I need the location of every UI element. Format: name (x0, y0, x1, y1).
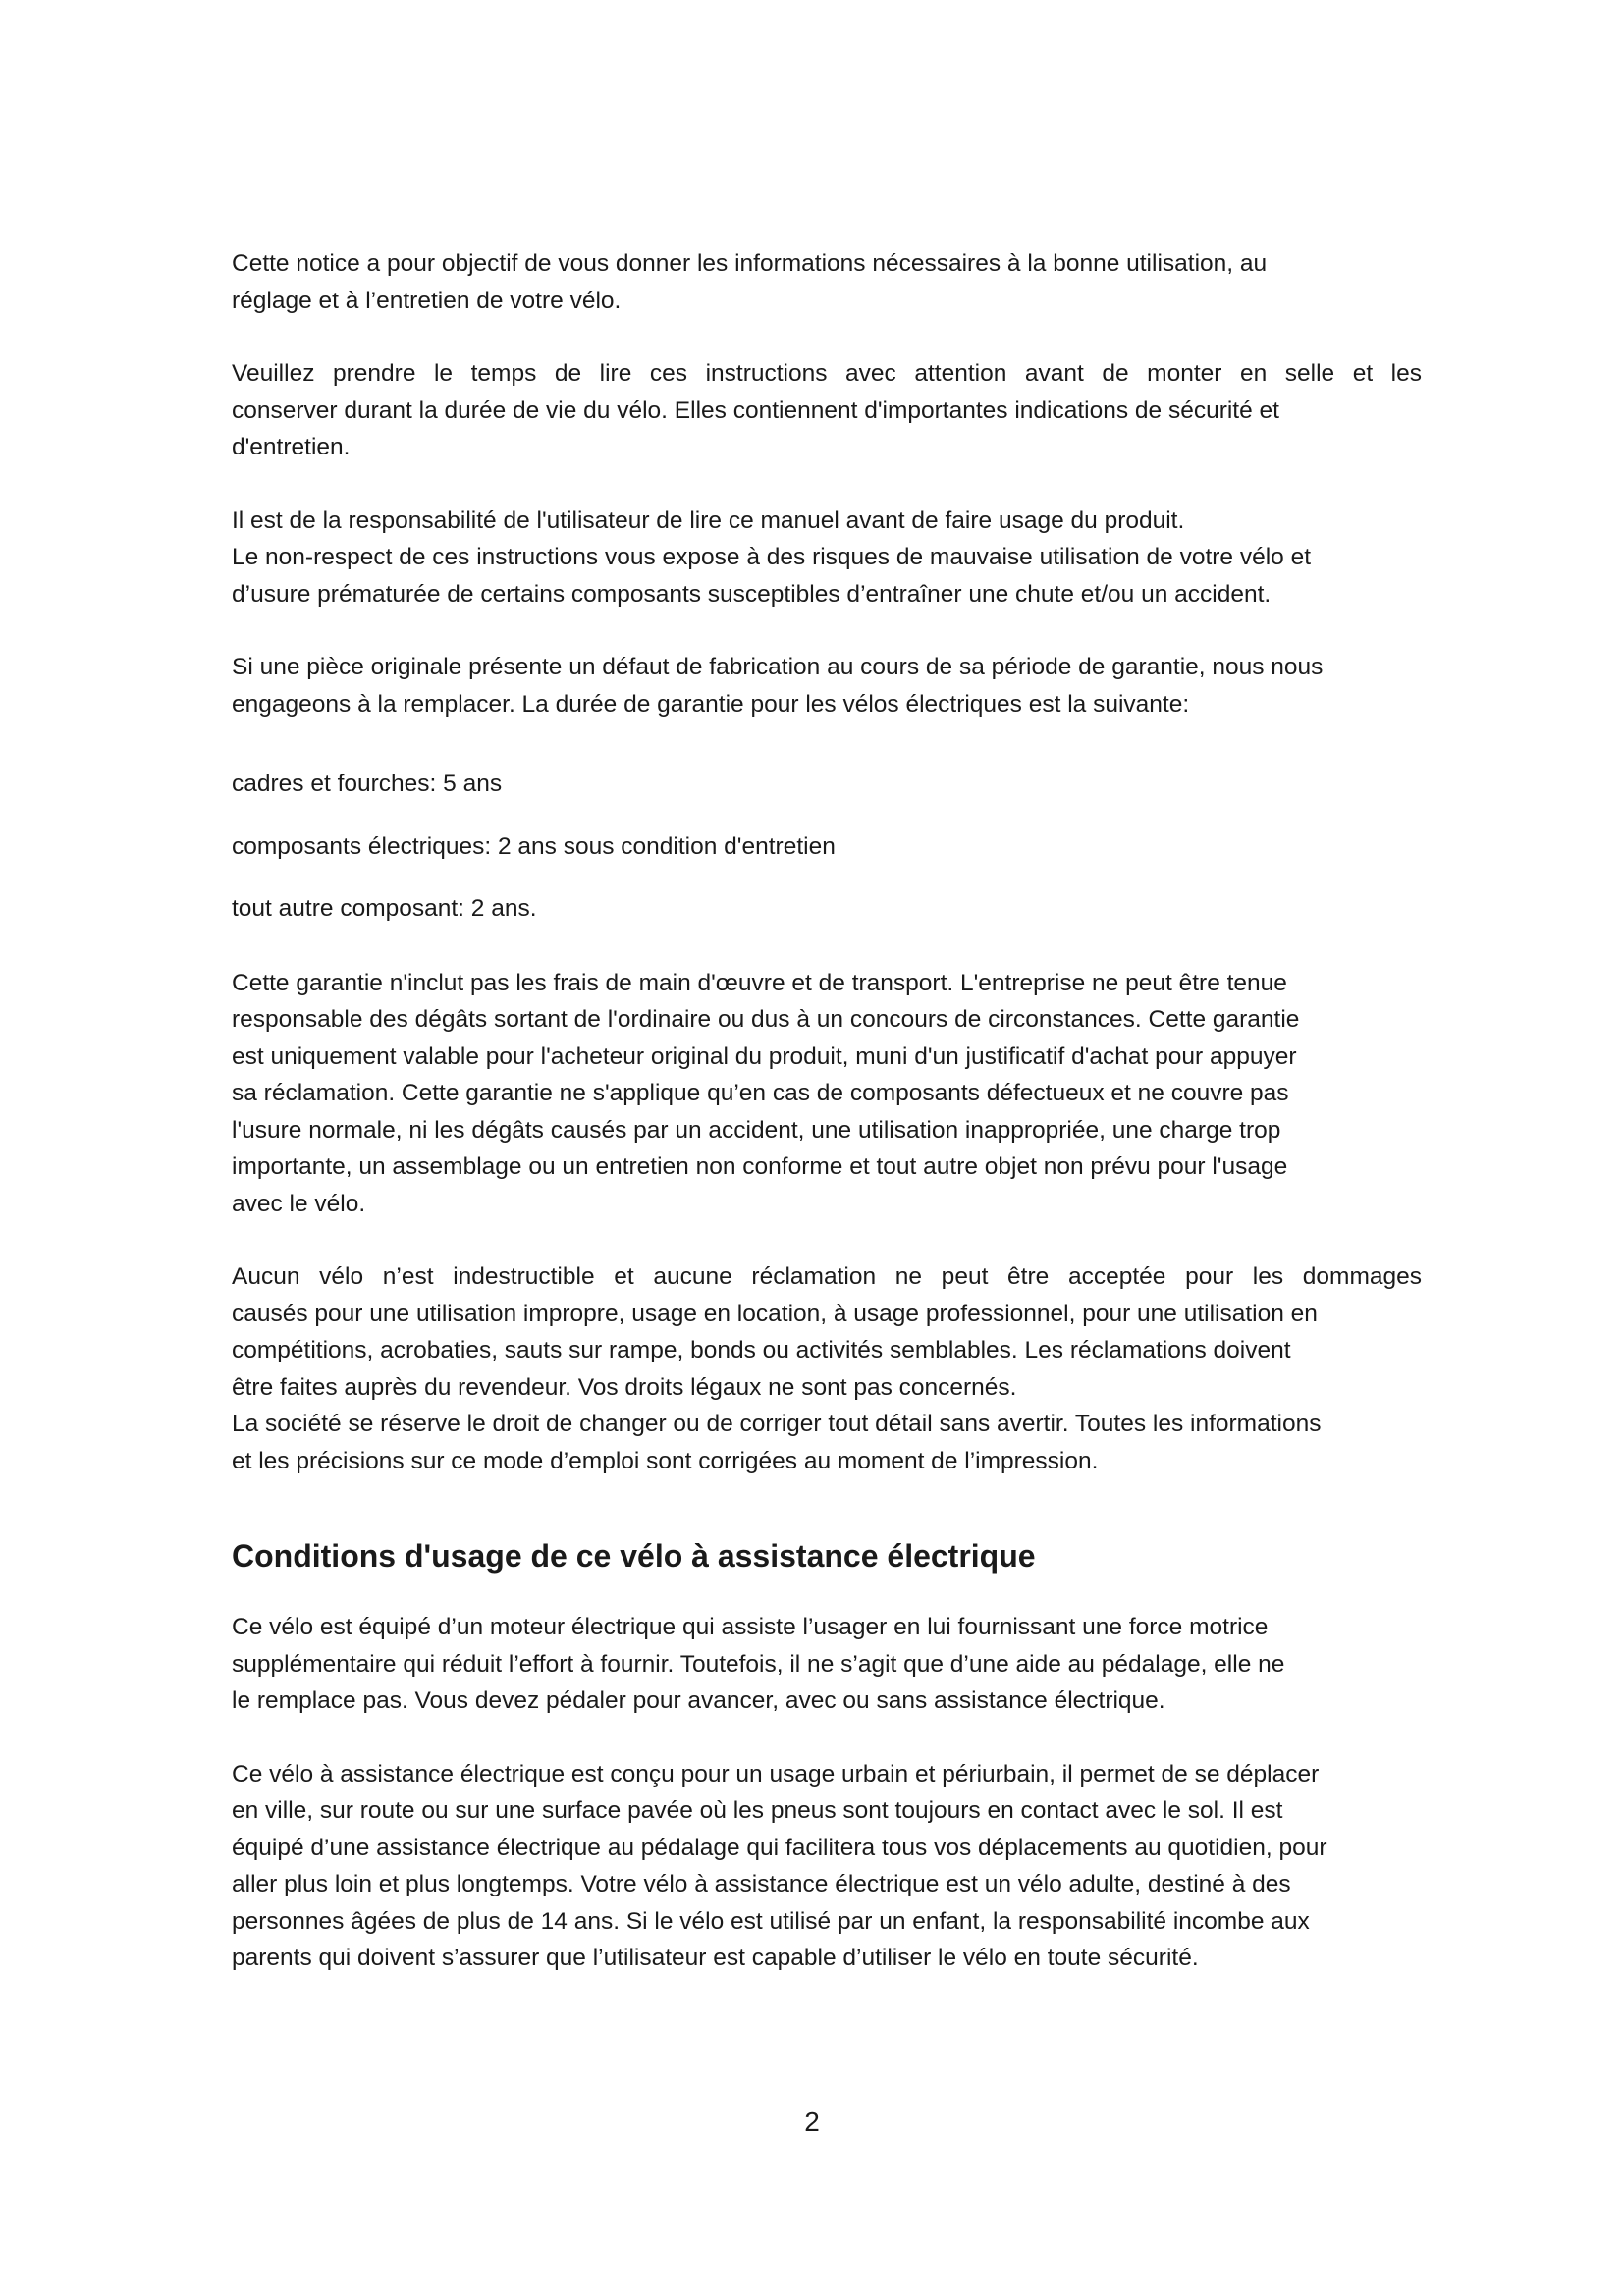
text-line: et les précisions sur ce mode d’emploi sont corrigées au moment de l’impression. (232, 1447, 1099, 1474)
text-line: responsable des dégâts sortant de l'ordinaire ou dus à un concours de circonstances. Cette garantie (232, 1006, 1300, 1033)
intro-paragraph-1 (232, 245, 1422, 319)
text-line: Veuillez prendre le temps de lire ces instructions avec attention avant de monter en selle et les (232, 360, 1422, 387)
exclusions-paragraph (232, 1258, 1422, 1479)
text-line: causés pour une utilisation impropre, usage en location, à usage professionnel, pour une utilisation en (232, 1300, 1318, 1327)
text-line: engageons à la remplacer. La durée de garantie pour les vélos électriques est la suivante: (232, 690, 1190, 718)
intro-paragraph-3 (232, 503, 1422, 614)
warranty-item-frames: cadres et fourches: 5 ans (232, 771, 503, 797)
text-line: sa réclamation. Cette garantie ne s'applique qu’en cas de composants défectueux et ne couvre pas (232, 1080, 1289, 1106)
text-line: être faites auprès du revendeur. Vos droits légaux ne sont pas concernés. (232, 1373, 1017, 1401)
text-line: équipé d’une assistance électrique au pédalage qui facilitera tous vos déplacements au quotidien, pour (232, 1834, 1327, 1861)
text-line: parents qui doivent s’assurer que l’utilisateur est capable d’utiliser le vélo en toute sécurité. (232, 1945, 1199, 1971)
text-line: réglage et à l’entretien de votre vélo. (232, 287, 622, 314)
warranty-list (232, 766, 1422, 928)
text-line: aller plus loin et plus longtemps. Votre vélo à assistance électrique est un vélo adulte, destiné à des (232, 1871, 1291, 1897)
text-line: supplémentaire qui réduit l’effort à fournir. Toutefois, il ne s’agit que d’une aide au pédalage, elle ne (232, 1650, 1285, 1678)
intro-paragraph-2 (232, 355, 1422, 466)
text-line: Le non-respect de ces instructions vous expose à des risques de mauvaise utilisation de votre vélo et (232, 544, 1312, 570)
text-line: personnes âgées de plus de 14 ans. Si le vélo est utilisé par un enfant, la responsabilité incombe aux (232, 1907, 1310, 1935)
warranty-item-other: tout autre composant: 2 ans. (232, 895, 537, 922)
text-line: compétitions, acrobaties, sauts sur rampe, bonds ou activités semblables. Les réclamations doivent (232, 1337, 1291, 1363)
text-line: d'entretien. (232, 434, 351, 460)
section-heading: Conditions d'usage de ce vélo à assistance électrique (232, 1538, 1036, 1574)
text-line: l'usure normale, ni les dégâts causés par un accident, une utilisation inappropriée, une charge trop (232, 1116, 1281, 1144)
text-line: La société se réserve le droit de changer ou de corriger tout détail sans avertir. Toutes les informations (232, 1411, 1322, 1437)
text-line: en ville, sur route ou sur une surface pavée où les pneus sont toujours en contact avec le sol. Il est (232, 1797, 1283, 1824)
text-line: le remplace pas. Vous devez pédaler pour avancer, avec ou sans assistance électrique. (232, 1687, 1165, 1714)
text-line: importante, un assemblage ou un entretien non conforme et tout autre objet non prévu pour l'usage (232, 1153, 1288, 1180)
warranty-item-electrical: composants électriques: 2 ans sous condition d'entretien (232, 832, 836, 860)
text-line: Cette notice a pour objectif de vous donner les informations nécessaires à la bonne utilisation, au (232, 250, 1268, 277)
page-content (232, 245, 1422, 2013)
text-line: d’usure prématurée de certains composants susceptibles d’entraîner une chute et/ou un accident. (232, 580, 1272, 608)
text-line: Ce vélo est équipé d’un moteur électrique qui assiste l’usager en lui fournissant une force motrice (232, 1614, 1269, 1640)
warranty-terms-paragraph (232, 965, 1422, 1223)
usage-paragraph-1 (232, 1609, 1422, 1720)
text-line: Ce vélo à assistance électrique est conçu pour un usage urbain et périurbain, il permet de se déplacer (232, 1760, 1320, 1788)
intro-paragraph-4 (232, 649, 1422, 722)
page-number: 2 (804, 2107, 820, 2137)
text-line: Si une pièce originale présente un défaut de fabrication au cours de sa période de garantie, nous nous (232, 654, 1324, 680)
text-line: Aucun vélo n’est indestructible et aucune réclamation ne peut être acceptée pour les dommages (232, 1263, 1422, 1290)
text-line: est uniquement valable pour l'acheteur original du produit, muni d'un justificatif d'achat pour appuyer (232, 1042, 1297, 1070)
text-line: Il est de la responsabilité de l'utilisateur de lire ce manuel avant de faire usage du produit. (232, 507, 1185, 534)
text-line: avec le vélo. (232, 1190, 366, 1217)
usage-paragraph-2 (232, 1756, 1422, 1977)
text-line: conserver durant la durée de vie du vélo. Elles contiennent d'importantes indications de sécurité et (232, 397, 1279, 424)
text-line: Cette garantie n'inclut pas les frais de main d'œuvre et de transport. L'entreprise ne peut être tenue (232, 969, 1287, 996)
